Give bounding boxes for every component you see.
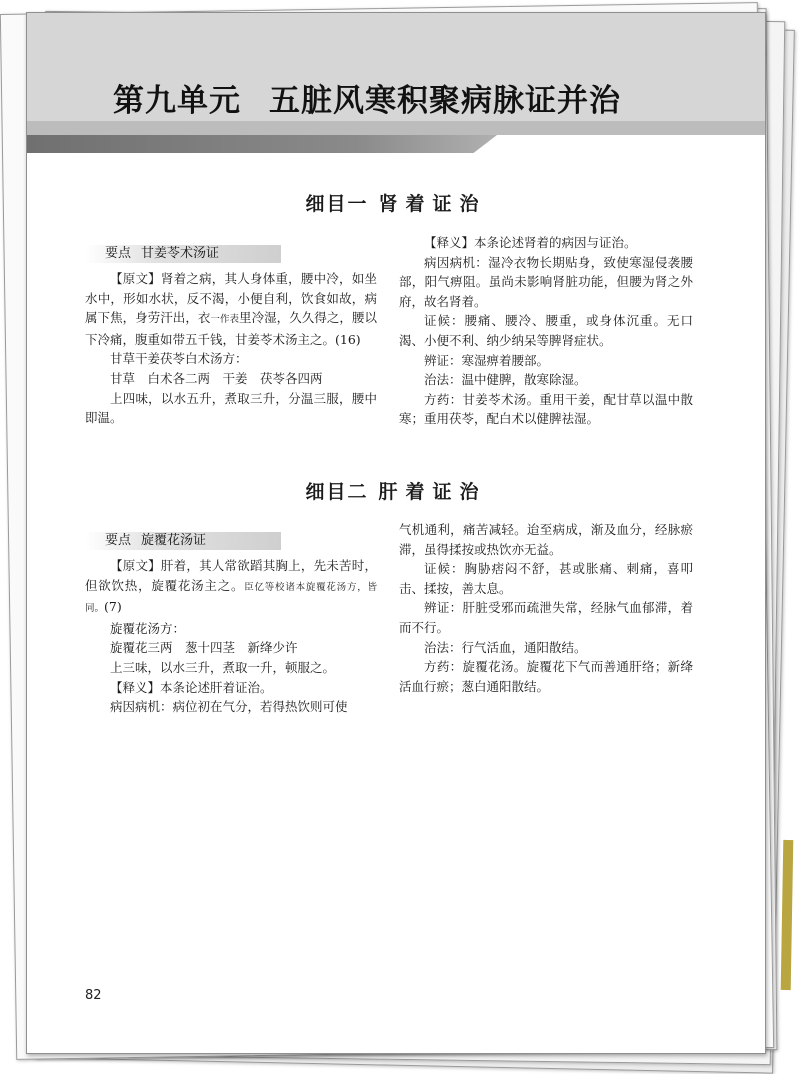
pathogenesis-continued: 气机通利，痛苦减轻。迨至病成，渐及血分，经脉瘀滞，虽得揉按或热饮亦无益。 [399, 522, 693, 557]
differentiation-paragraph: 辨证：肝脏受邪而疏泄失常，经脉气血郁滞，着而不行。 [399, 600, 693, 635]
original-tag: 【原文】 [110, 558, 161, 573]
differentiation-paragraph: 辨证：寒湿痹着腰部。 [424, 352, 550, 368]
pathogenesis-paragraph: 病因病机：病位初在气分，若得热饮则可使 [110, 699, 348, 715]
original-text [85, 269, 377, 349]
section-heading [27, 189, 765, 216]
explain-paragraph [85, 678, 377, 698]
right-column [399, 233, 693, 429]
unit-number: 第九单元 [113, 83, 241, 119]
prescription-paragraph: 方药：甘姜苓术汤。重用干姜，配甘草以温中散寒；重用茯苓，配白术以健脾祛湿。 [399, 391, 693, 427]
header-stripe [27, 121, 765, 135]
page-number: 82 [85, 988, 102, 1003]
left-column [85, 245, 377, 428]
keypoint-label: 要点 [105, 533, 132, 548]
keypoint-badge [85, 532, 281, 550]
explain-text: 本条论述肝着证治。 [160, 679, 273, 695]
formula-method: 上四味，以水五升，煮取三升，分温三服，腰中即温。 [85, 390, 377, 426]
treatment-paragraph: 治法：温中健脾，散寒除湿。 [424, 372, 587, 388]
explain-tag: 【释义】 [110, 679, 161, 695]
original-body: 肾着之病，其人身体重，腰中冷，如坐水中，形如水状，反不渴，小便自利，饮食如故，病属下焦，身劳汗出，衣 [85, 271, 377, 326]
original-note: 一作表 [210, 314, 240, 326]
original-body: 肝着，其人常欲蹈其胸上，先未苦时，但欲饮热，旋覆花汤主之。 [85, 558, 377, 593]
section-heading [27, 477, 765, 504]
explain-paragraph [399, 233, 693, 253]
symptoms-paragraph: 证候：腰痛、腰冷、腰重，或身体沉重。无口渴、小便不利、纳少纳呆等脾肾症状。 [399, 313, 693, 348]
section-label: 细目二 [305, 481, 369, 503]
symptoms-paragraph: 证候：胸胁痞闷不舒，甚或胀痛、刺痛，喜叩击、揉按，善太息。 [399, 561, 693, 596]
right-column [399, 520, 693, 696]
explain-text: 本条论述肾着的病因与证治。 [474, 235, 637, 250]
formula-method: 上三味，以水三升，煮取一升，顿服之。 [110, 659, 336, 675]
unit-name: 五脏风寒积聚病脉证并治 [269, 83, 621, 119]
formula-ingredients: 旋覆花三两 葱十四茎 新绛少许 [110, 640, 298, 656]
unit-title [113, 75, 621, 120]
keypoint-label: 要点 [105, 246, 132, 261]
original-note: 臣亿等校诸本旋覆花汤方，皆同。 [85, 581, 377, 615]
treatment-paragraph: 治法：行气活血，通阳散结。 [424, 639, 587, 655]
book-spine-accent [781, 840, 794, 990]
header-stripe-dark [27, 135, 497, 153]
keypoint-badge [85, 245, 281, 263]
formula-name: 甘草干姜茯苓白术汤方： [110, 351, 248, 367]
prescription-paragraph: 方药：旋覆花汤。旋覆花下气而善通肝络；新绛活血行瘀；葱白通阳散结。 [399, 659, 693, 694]
book-page [26, 12, 766, 1054]
section-title: 肾着证治 [378, 193, 487, 215]
section-label: 细目一 [305, 193, 369, 215]
keypoint-name: 甘姜苓术汤证 [141, 246, 220, 261]
left-column [85, 532, 377, 717]
pathogenesis-paragraph: 病因病机：湿冷衣物长期贴身，致使寒湿侵袭腰部，阳气痹阻。虽尚未影响肾脏功能，但腰为肾之外府，故名肾着。 [399, 254, 693, 309]
original-body-cont: 里冷湿，久久得之，腰以下冷痛，腹重如带五千钱，甘姜苓术汤主之。(16) [85, 310, 377, 347]
original-text [85, 556, 377, 619]
explain-tag: 【释义】 [424, 235, 475, 250]
formula-ingredients: 甘草 白术各二两 干姜 茯苓各四两 [110, 370, 323, 386]
original-tag: 【原文】 [110, 271, 161, 286]
keypoint-name: 旋覆花汤证 [141, 533, 207, 548]
original-number: (7) [104, 599, 122, 615]
section-title: 肝着证治 [378, 481, 487, 503]
formula-name: 旋覆花汤方： [110, 620, 186, 636]
